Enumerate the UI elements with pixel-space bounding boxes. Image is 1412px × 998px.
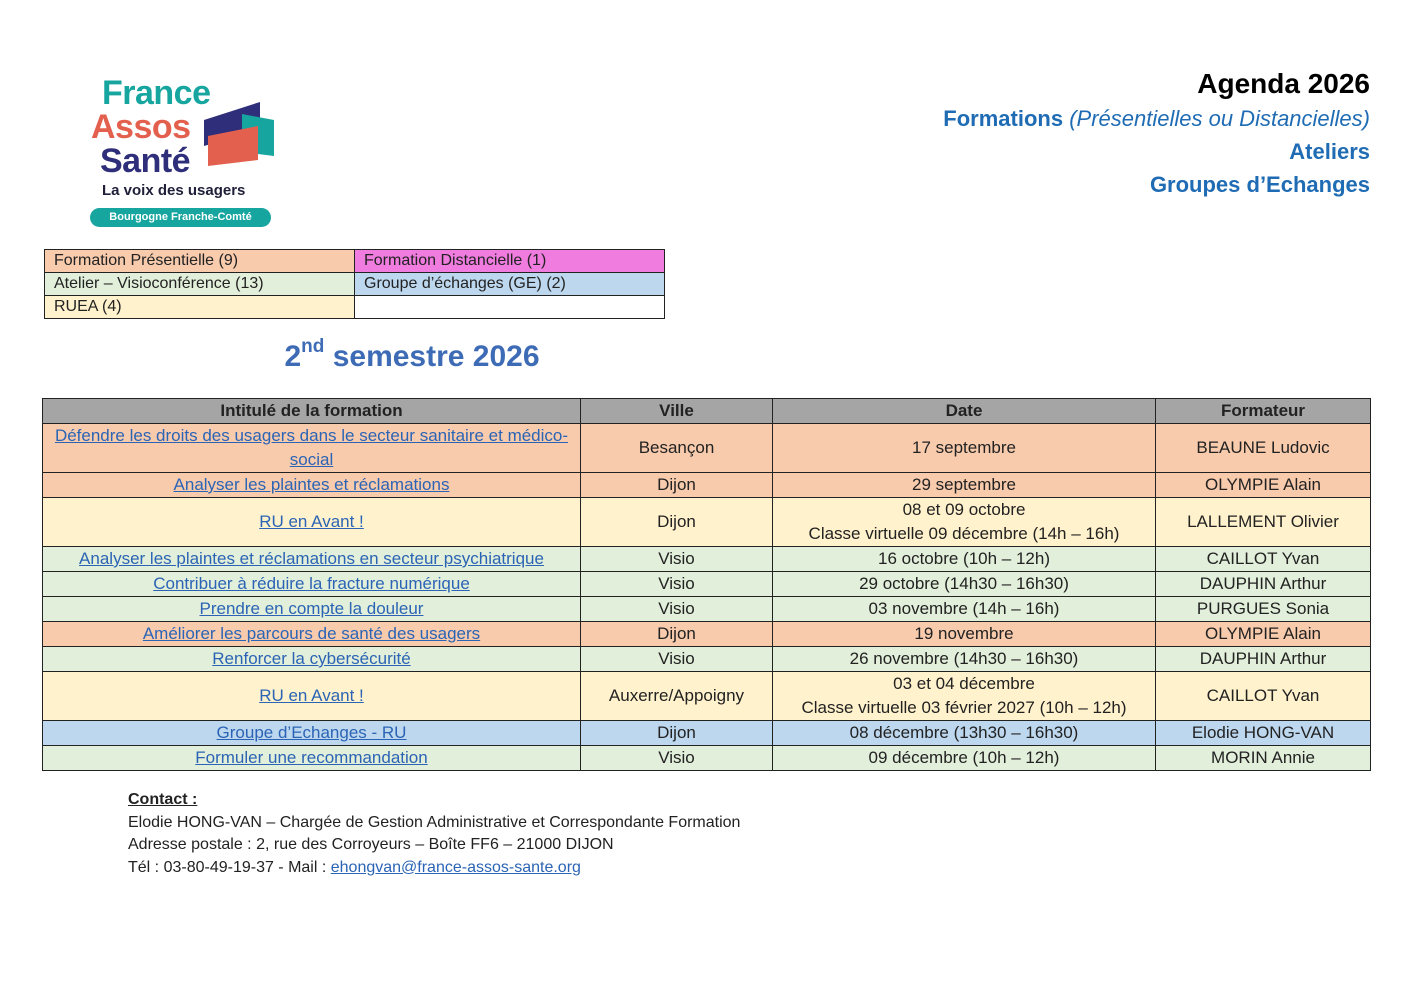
logo-tagline: La voix des usagers (102, 182, 246, 199)
legend-atelier: Atelier – Visioconférence (13) (45, 273, 355, 296)
training-title-cell (43, 424, 581, 473)
training-trainer-cell: Elodie HONG-VAN (1156, 721, 1371, 746)
table-row (43, 647, 1371, 672)
training-city-cell: Besançon (581, 424, 773, 473)
subtitle-formations (943, 102, 1370, 135)
logo-word-assos: Assos (91, 108, 191, 146)
training-city-cell: Visio (581, 572, 773, 597)
training-title-cell (43, 746, 581, 771)
contact-person: Elodie HONG-VAN – Chargée de Gestion Administrative et Correspondante Formation (128, 813, 741, 831)
semester-number: 2 (284, 340, 302, 373)
training-city-cell: Dijon (581, 498, 773, 547)
column-header-title: Intitulé de la formation (43, 399, 581, 424)
table-row (43, 622, 1371, 647)
logo-word-france: France (102, 74, 211, 112)
training-date-virtual-line: Classe virtuelle 03 février 2027 (10h – 12h) (801, 698, 1127, 717)
contact-phone: Tél : 03-80-49-19-37 - Mail : (128, 858, 331, 876)
legend-presentiel: Formation Présentielle (9) (45, 250, 355, 273)
training-link[interactable]: RU en Avant ! (259, 512, 364, 531)
training-title-cell (43, 721, 581, 746)
table-row (43, 424, 1371, 473)
table-row (43, 672, 1371, 721)
subtitle-formations-detail: (Présentielles ou Distancielles) (1069, 106, 1370, 131)
legend-row (45, 273, 665, 296)
training-link[interactable]: Groupe d’Echanges - RU (216, 723, 407, 742)
training-date-cell: 19 novembre (773, 622, 1156, 647)
table-header-row (43, 399, 1371, 424)
training-trainer-cell: BEAUNE Ludovic (1156, 424, 1371, 473)
training-title-cell (43, 547, 581, 572)
training-city-cell: Visio (581, 647, 773, 672)
training-date-cell: 03 novembre (14h – 16h) (773, 597, 1156, 622)
column-header-trainer: Formateur (1156, 399, 1371, 424)
semester-label: semestre 2026 (324, 340, 540, 373)
table-row (43, 547, 1371, 572)
column-header-city: Ville (581, 399, 773, 424)
training-trainer-cell: CAILLOT Yvan (1156, 547, 1371, 572)
logo-region-badge: Bourgogne Franche-Comté (90, 208, 271, 227)
training-schedule-table (42, 398, 1371, 771)
subtitle-ateliers: Ateliers (1289, 139, 1370, 164)
table-row (43, 473, 1371, 498)
training-city-cell: Auxerre/Appoigny (581, 672, 773, 721)
training-title-cell (43, 572, 581, 597)
training-date-cell: 26 novembre (14h30 – 16h30) (773, 647, 1156, 672)
training-title-cell (43, 672, 581, 721)
training-date-line: 08 et 09 octobre (902, 500, 1026, 519)
contact-block (128, 789, 740, 879)
semester-suffix: nd (301, 336, 325, 357)
training-link[interactable]: Prendre en compte la douleur (199, 599, 424, 618)
training-title-cell (43, 498, 581, 547)
contact-phone-mail (128, 857, 740, 880)
training-city-cell: Visio (581, 547, 773, 572)
logo-folded-banner-icon (202, 100, 278, 166)
training-date-line: 03 et 04 décembre (893, 674, 1035, 693)
semester-heading-text (284, 336, 540, 373)
training-date-cell: 17 septembre (773, 424, 1156, 473)
table-row (43, 746, 1371, 771)
training-title-cell (43, 647, 581, 672)
column-header-date: Date (773, 399, 1156, 424)
logo-word-sante: Santé (100, 142, 191, 180)
training-date-cell: 16 octobre (10h – 12h) (773, 547, 1156, 572)
training-title-cell (43, 622, 581, 647)
training-link[interactable]: Améliorer les parcours de santé des usagers (142, 624, 481, 643)
france-assos-sante-logo (88, 72, 288, 232)
training-link[interactable]: Analyser les plaintes et réclamations (173, 475, 450, 494)
legend-empty-cell (355, 296, 665, 319)
training-trainer-cell: OLYMPIE Alain (1156, 622, 1371, 647)
training-trainer-cell: PURGUES Sonia (1156, 597, 1371, 622)
contact-address: Adresse postale : 2, rue des Corroyeurs – Boîte FF6 – 21000 DIJON (128, 836, 614, 853)
page-title: Agenda 2026 (1197, 68, 1370, 99)
table-row (43, 572, 1371, 597)
training-title-cell (43, 473, 581, 498)
training-link[interactable]: Formuler une recommandation (195, 748, 428, 767)
training-date-cell: 09 décembre (10h – 12h) (773, 746, 1156, 771)
training-trainer-cell: MORIN Annie (1156, 746, 1371, 771)
training-link[interactable]: Analyser les plaintes et réclamations en secteur psychiatrique (79, 549, 544, 568)
training-title-cell (43, 597, 581, 622)
legend-table (44, 249, 665, 319)
training-city-cell: Dijon (581, 473, 773, 498)
training-trainer-cell: LALLEMENT Olivier (1156, 498, 1371, 547)
header-titles (943, 66, 1370, 201)
table-row (43, 597, 1371, 622)
contact-heading: Contact : (128, 791, 198, 808)
training-trainer-cell: DAUPHIN Arthur (1156, 572, 1371, 597)
training-date-cell: 29 septembre (773, 473, 1156, 498)
legend-groupe-echanges: Groupe d’échanges (GE) (2) (355, 273, 665, 296)
training-trainer-cell: CAILLOT Yvan (1156, 672, 1371, 721)
training-date-cell: 29 octobre (14h30 – 16h30) (773, 572, 1156, 597)
training-date-cell (773, 498, 1156, 547)
training-city-cell: Visio (581, 746, 773, 771)
subtitle-formations-label: Formations (943, 106, 1064, 131)
table-row (43, 721, 1371, 746)
subtitle-groupes: Groupes d’Echanges (1149, 172, 1370, 197)
training-date-virtual-line: Classe virtuelle 09 décembre (14h – 16h) (808, 524, 1120, 543)
training-city-cell: Visio (581, 597, 773, 622)
legend-row (45, 250, 665, 273)
training-city-cell: Dijon (581, 721, 773, 746)
training-date-cell: 08 décembre (13h30 – 16h30) (773, 721, 1156, 746)
training-date-cell (773, 672, 1156, 721)
contact-email-link[interactable]: ehongvan@france-assos-sante.org (330, 858, 581, 876)
training-trainer-cell: DAUPHIN Arthur (1156, 647, 1371, 672)
training-link[interactable]: Contribuer à réduire la fracture numérique (153, 574, 470, 593)
legend-row (45, 296, 665, 319)
table-row (43, 498, 1371, 547)
training-link[interactable]: Défendre les droits des usagers dans le secteur sanitaire et médico-social (54, 426, 569, 469)
training-link[interactable]: Renforcer la cybersécurité (212, 649, 411, 668)
semester-heading (0, 336, 1412, 374)
legend-distanciel: Formation Distancielle (1) (355, 250, 665, 273)
training-trainer-cell: OLYMPIE Alain (1156, 473, 1371, 498)
training-city-cell: Dijon (581, 622, 773, 647)
training-link[interactable]: RU en Avant ! (259, 686, 364, 705)
legend-ruea: RUEA (4) (45, 296, 355, 319)
